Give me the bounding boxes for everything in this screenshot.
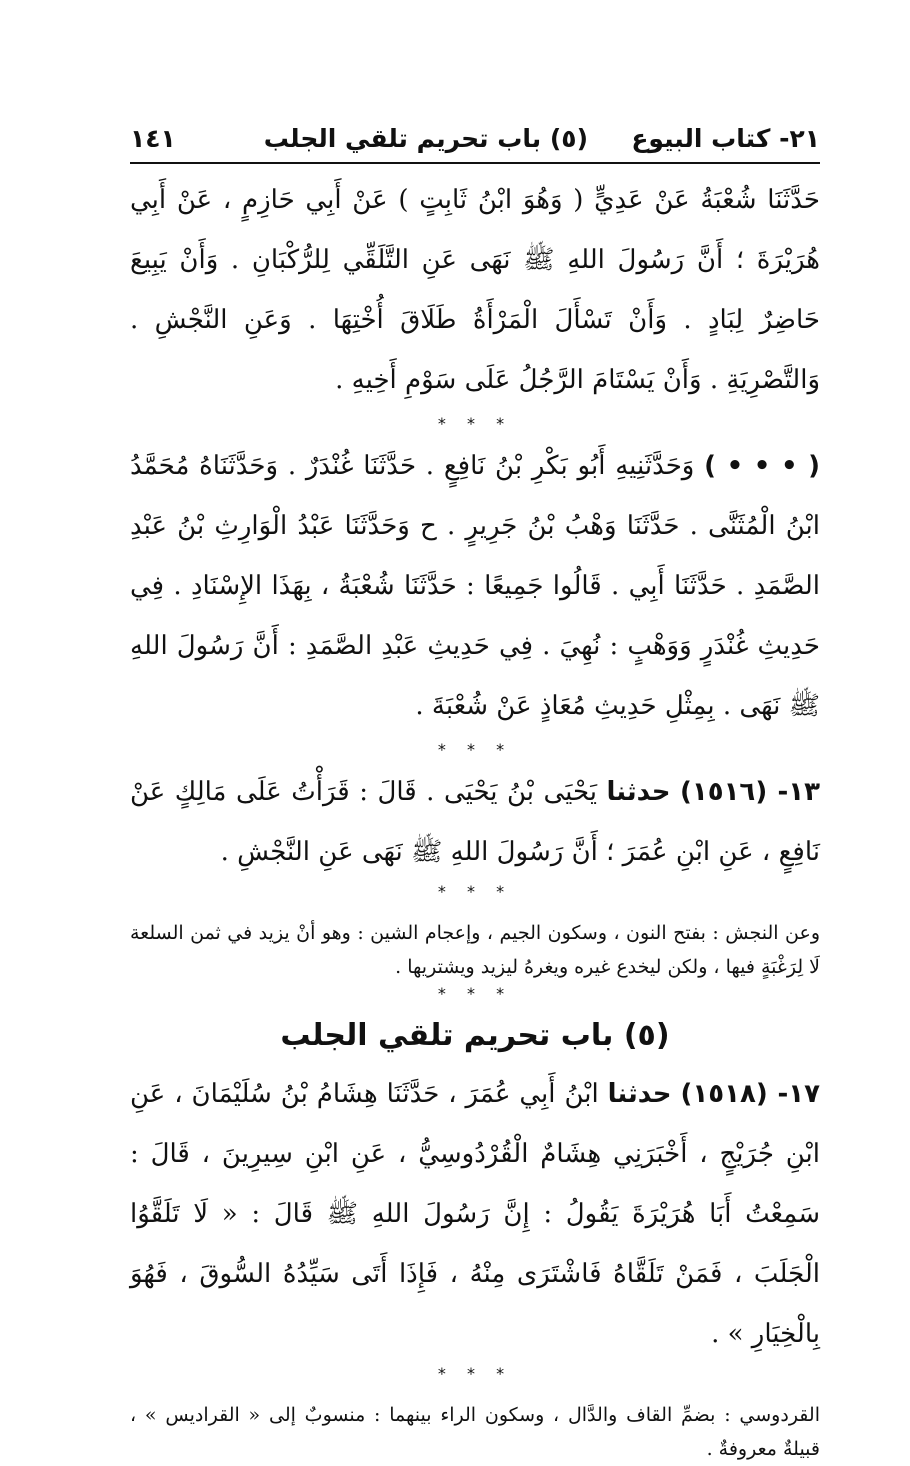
page-number: ١٤١ — [130, 124, 176, 153]
paragraph-continuation: حَدَّثَنَا شُعْبَةُ عَنْ عَدِيٍّ ( وَهُوَ ابْنُ ثَابِتٍ ) عَنْ أَبِي حَازِمٍ ، عَنْ أَبِي هُرَيْرَةَ ؛ أَنَّ رَسُولَ اللهِ ﷺ نَهَى عَنِ التَّلَقِّي لِلرُّكْبَانِ . وَأَنْ يَبِيعَ حَاضِرٌ لِبَادٍ . وَأَنْ تَسْأَلَ الْمَرْأَةُ طَلَاقَ أُخْتِهَا . وَعَنِ النَّجْشِ . وَالتَّصْرِيَةِ . وَأَنْ يَسْتَامَ الرَّجُلُ عَلَى سَوْمِ أَخِيهِ . — [130, 185, 820, 395]
hadith-13 — [130, 762, 820, 882]
separator-stars: * * * — [437, 882, 513, 901]
separator-stars: * * * — [437, 984, 513, 1003]
hadith-number: ١٣- (١٥١٦) — [679, 777, 821, 807]
hadith-000 — [130, 436, 820, 736]
hadith-text: وَحَدَّثَنِيهِ أَبُو بَكْرِ بْنُ نَافِعٍ . حَدَّثَنَا غُنْدَرٌ . وَحَدَّثَنَاهُ مُحَمَّدُ ابْنُ الْمُثَنَّى . حَدَّثَنَا وَهْبُ بْنُ جَرِيرٍ . ح وَحَدَّثَنَا عَبْدُ الْوَارِثِ بْنُ عَبْدِ الصَّمَدِ . حَدَّثَنَا أَبِي . قَالُوا جَمِيعًا : حَدَّثَنَا شُعْبَةُ ، بِهَذَا الإِسْنَادِ . فِي حَدِيثِ غُنْدَرٍ وَوَهْبٍ : نُهِيَ . فِي حَدِيثِ عَبْدِ الصَّمَدِ : أَنَّ رَسُولَ اللهِ ﷺ نَهَى . بِمِثْلِ حَدِيثِ مُعَاذٍ عَنْ شُعْبَةَ . — [130, 451, 820, 721]
page-body — [130, 170, 820, 1466]
hadith-number: ( • • • ) — [704, 451, 821, 481]
chapter-heading: (٥) باب تحريم تلقي الجلب — [280, 1018, 670, 1053]
separator-stars: * * * — [437, 1364, 513, 1383]
running-header — [130, 118, 820, 164]
chapter-title: (٥) باب تحريم تلقي الجلب — [263, 124, 588, 153]
book-title: ٢١- كتاب البيوع — [631, 124, 820, 153]
haddathana-word: حدثنا — [607, 1079, 672, 1109]
hadith-number: ١٧- (١٥١٨) — [680, 1079, 821, 1109]
footnote-najsh: وعن النجش : بفتح النون ، وسكون الجيم ، وإعجام الشين : وهو أنْ يزيد في ثمن السلعة لَا لِرَغْبَةٍ فيها ، ولكن ليخدع غيره ويغرهُ ليزيد ويشتريها . — [130, 922, 820, 978]
separator-stars: * * * — [437, 740, 513, 759]
hadith-text: ابْنُ أَبِي عُمَرَ ، حَدَّثَنَا هِشَامُ بْنُ سُلَيْمَانَ ، عَنِ ابْنِ جُرَيْجٍ ، أَخْبَرَنِي هِشَامٌ الْقُرْدُوسِيُّ ، عَنِ ابْنِ سِيرِينَ ، قَالَ : سَمِعْتُ أَبَا هُرَيْرَةَ يَقُولُ : إِنَّ رَسُولَ اللهِ ﷺ قَالَ : « لَا تَلَقَّوُا الْجَلَبَ ، فَمَنْ تَلَقَّاهُ فَاشْتَرَى مِنْهُ ، فَإِذَا أَتَى سَيِّدُهُ السُّوقَ ، فَهُوَ بِالْخِيَارِ » . — [130, 1079, 820, 1349]
footnote-qurdusi: القردوسي : بضمِّ القاف والدَّال ، وسكون الراء بينهما : منسوبٌ إلى « القراديس » ، قبيلةٌ معروفةٌ . — [130, 1404, 820, 1460]
haddathana-word: حدثنا — [606, 777, 671, 807]
separator-stars: * * * — [437, 414, 513, 433]
hadith-17 — [130, 1064, 820, 1364]
hadith-text: يَحْيَى بْنُ يَحْيَى . قَالَ : قَرَأْتُ عَلَى مَالِكٍ عَنْ نَافِعٍ ، عَنِ ابْنِ عُمَرَ ؛ أَنَّ رَسُولَ اللهِ ﷺ نَهَى عَنِ النَّجْشِ . — [130, 777, 820, 867]
